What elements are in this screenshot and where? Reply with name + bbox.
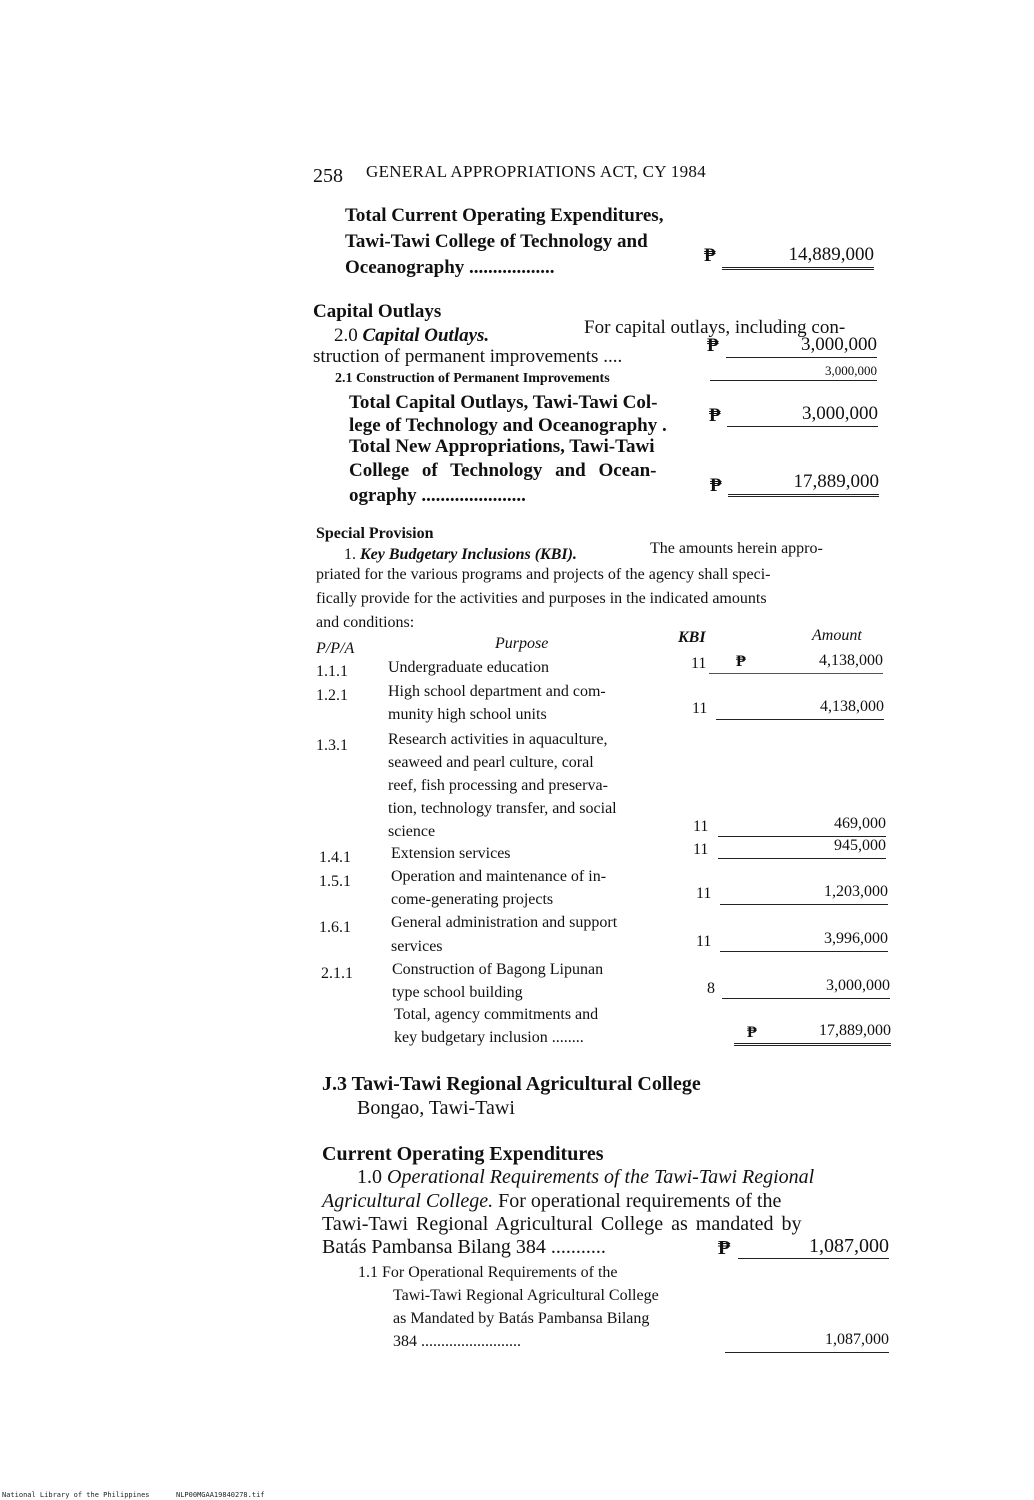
row-ppa: 1.5.1 [319, 873, 351, 890]
capital-outlays-item: 2.0 Capital Outlays. [334, 325, 490, 346]
j3-amount: 1,087,000 [738, 1234, 889, 1259]
peso-sign: ₱ [710, 475, 722, 496]
peso-sign: ₱ [704, 245, 716, 266]
kbi-paragraph-line-2: priated for the various programs and projects of the agency shall speci- [316, 566, 771, 583]
kbi-paragraph-title: 1. Key Budgetary Inclusions (KBI). [344, 546, 577, 563]
capital-outlays-heading: Capital Outlays [313, 301, 442, 322]
row-kbi: 11 [691, 655, 707, 672]
row-purpose: High school department and com- [388, 683, 606, 700]
row-purpose: munity high school units [388, 706, 547, 723]
row-ppa: 1.4.1 [319, 849, 351, 866]
total-new-line-1: Total New Appropriations, Tawi-Tawi [349, 436, 655, 457]
col-header-purpose: Purpose [495, 635, 549, 652]
row-purpose: services [391, 938, 443, 955]
row-purpose: reef, fish processing and preserva- [388, 777, 608, 794]
row-purpose: seaweed and pearl culture, coral [388, 754, 594, 771]
row-purpose: come-generating projects [391, 891, 554, 908]
kbi-paragraph-line-3: fically provide for the activities and purposes in the indicated amounts [316, 590, 767, 607]
total-new-line-2: College of Technology and Ocean- [349, 460, 657, 481]
j3-sub-amount: 1,087,000 [725, 1328, 889, 1353]
row-ppa: 1.6.1 [319, 919, 351, 936]
total-new-line-3: ography ...................... [349, 485, 526, 506]
row-amount: 945,000 [718, 834, 886, 859]
row-kbi: 11 [692, 700, 708, 717]
j3-heading: J.3 Tawi-Tawi Regional Agricultural College [322, 1073, 701, 1095]
row-amount: 4,138,000 [709, 649, 883, 674]
row-purpose: Research activities in aquaculture, [388, 731, 608, 748]
total-coe-line-3: Oceanography .................. [345, 257, 555, 278]
special-provision-heading: Special Provision [316, 525, 434, 542]
capital-outlays-text-1: For capital outlays, including con- [584, 317, 846, 338]
peso-sign: ₱ [709, 405, 721, 426]
total-new-amount: 17,889,000 [728, 470, 879, 497]
construction-sub-amount: 3,000,000 [710, 362, 877, 381]
row-amount: 3,996,000 [720, 927, 888, 952]
row-kbi: 11 [696, 933, 712, 950]
row-purpose: Extension services [391, 845, 511, 862]
j3-sub-line-2: Tawi-Tawi Regional Agricultural College [393, 1287, 659, 1304]
row-amount: 4,138,000 [716, 695, 884, 720]
row-kbi: 11 [696, 885, 712, 902]
row-kbi: 8 [707, 980, 715, 997]
j3-item-line-4: Batás Pambansa Bilang 384 ........... [322, 1236, 606, 1258]
row-purpose: Construction of Bagong Lipunan [392, 961, 604, 978]
total-co-amount: 3,000,000 [727, 402, 878, 427]
capital-outlays-amount: 3,000,000 [726, 333, 877, 358]
row-ppa: 2.1.1 [321, 965, 353, 982]
page-number: 258 [313, 165, 343, 187]
peso-sign: ₱ [736, 653, 746, 670]
j3-sub-line-1: 1.1 For Operational Requirements of the [358, 1264, 618, 1281]
j3-item-line-3: Tawi-Tawi Regional Agricultural College as mandated by [322, 1213, 802, 1235]
row-amount: 1,203,000 [720, 880, 888, 905]
total-co-line-1: Total Capital Outlays, Tawi-Tawi Col- [349, 392, 658, 413]
col-header-amount: Amount [812, 627, 862, 644]
construction-sub-label: 2.1 Construction of Permanent Improvements [335, 371, 610, 386]
row-purpose: tion, technology transfer, and social [388, 800, 617, 817]
j3-sub-line-4: 384 ......................... [393, 1333, 521, 1350]
row-amount: 469,000 [718, 812, 886, 837]
row-purpose: type school building [392, 984, 523, 1001]
row-amount: 3,000,000 [722, 974, 890, 999]
total-coe-line-2: Tawi-Tawi College of Technology and [345, 231, 648, 252]
j3-location: Bongao, Tawi-Tawi [357, 1097, 515, 1119]
col-header-kbi: KBI [678, 629, 706, 646]
footer-library: National Library of the Philippines [2, 1491, 150, 1499]
peso-sign: ₱ [718, 1237, 731, 1259]
j3-sub-line-3: as Mandated by Batás Pambansa Bilang [393, 1310, 650, 1327]
row-purpose: science [388, 823, 436, 840]
kbi-paragraph-line-1: The amounts herein appro- [650, 540, 823, 557]
row-purpose: Operation and maintenance of in- [391, 868, 607, 885]
peso-sign: ₱ [747, 1024, 757, 1041]
peso-sign: ₱ [707, 335, 719, 356]
kbi-total-line-2: key budgetary inclusion ........ [394, 1029, 584, 1046]
capital-outlays-text-2: struction of permanent improvements .... [313, 346, 623, 367]
row-ppa: 1.3.1 [316, 737, 348, 754]
row-kbi: 11 [693, 818, 709, 835]
running-title: GENERAL APPROPRIATIONS ACT, CY 1984 [366, 162, 706, 181]
col-header-ppa: P/P/A [316, 640, 355, 657]
kbi-total-amount: 17,889,000 [734, 1019, 891, 1046]
j3-coe-heading: Current Operating Expenditures [322, 1143, 604, 1165]
total-co-line-2: lege of Technology and Oceanography . [349, 415, 667, 436]
j3-item-line-1: 1.0 Operational Requirements of the Tawi-Tawi Regional [357, 1166, 815, 1188]
row-ppa: 1.2.1 [316, 687, 348, 704]
row-purpose: General administration and support [391, 914, 618, 931]
row-ppa: 1.1.1 [316, 663, 348, 680]
total-coe-amount: 14,889,000 [722, 243, 874, 270]
j3-item-line-2: Agricultural College. For operational requirements of the [322, 1190, 782, 1212]
total-coe-line-1: Total Current Operating Expenditures, [345, 205, 664, 226]
row-purpose: Undergraduate education [388, 659, 549, 676]
kbi-paragraph-line-4: and conditions: [316, 614, 415, 631]
footer-file: NLP00MGAA19840278.tif [176, 1491, 265, 1499]
row-kbi: 11 [693, 841, 709, 858]
kbi-total-line-1: Total, agency commitments and [394, 1006, 599, 1023]
